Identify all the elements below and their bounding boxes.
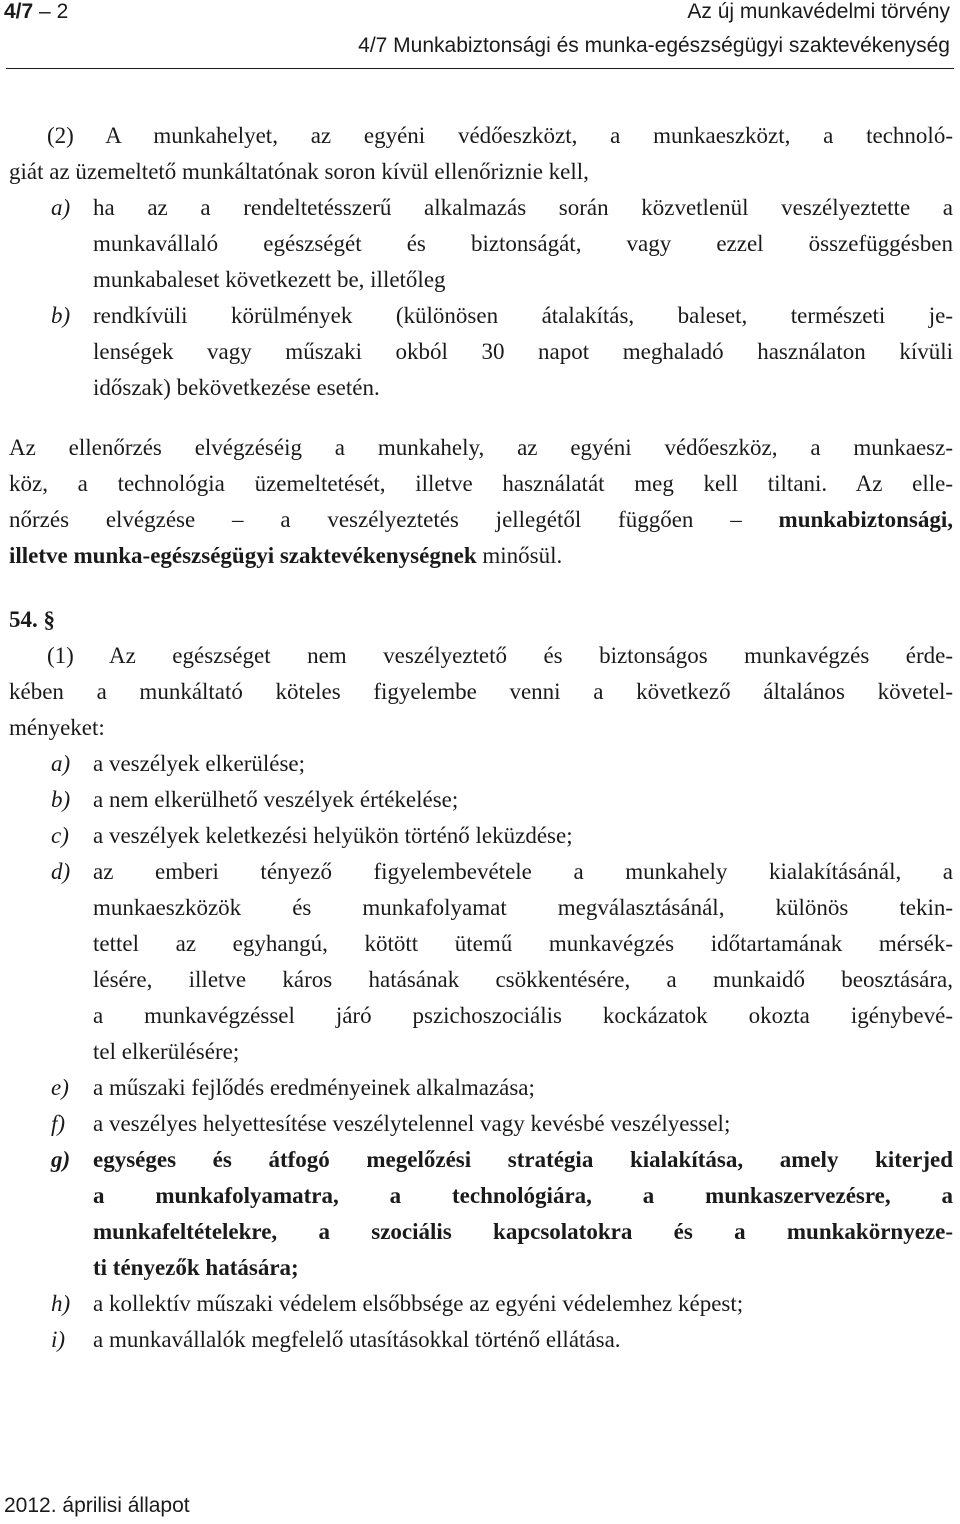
list-item [9, 298, 953, 334]
list-label: a) [51, 751, 71, 776]
list-text: a munkavállalók megfelelő utasításokkal történő ellátása. [93, 1327, 621, 1352]
list-text: lésére, illetve káros hatásának csökkentésére, a munkaidő beosztására, [93, 967, 953, 992]
list-label: b) [51, 303, 71, 328]
book-title: Az új munkavédelmi törvény [687, 0, 950, 23]
list-text: lenségek vagy műszaki okból 30 napot meghaladó használaton kívüli [93, 339, 953, 364]
list-text: időszak) bekövetkezése esetén. [93, 375, 380, 400]
list-text: a veszélyek elkerülése; [93, 751, 305, 776]
list-label: d) [51, 859, 71, 884]
list-text: a munkafolyamatra, a technológiára, a munkaszervezésre, a [93, 1183, 953, 1208]
spacer [9, 406, 953, 430]
spacer [9, 574, 953, 602]
list-item [9, 1322, 953, 1358]
list-label: h) [51, 1291, 71, 1316]
paragraph-line: giát az üzemeltető munkáltatónak soron kívül ellenőriznie kell, [9, 159, 589, 184]
list-text: egységes és átfogó megelőzési stratégia kialakítása, amely kiterjed [93, 1147, 953, 1172]
paragraph-line: ményeket: [9, 715, 105, 740]
paragraph-line: (1) Az egészséget nem veszélyeztető és biztonságos munkavégzés érde- [47, 643, 953, 668]
section-title: 4/7 Munkabiztonsági és munka-egészségügyi szaktevékenység [358, 34, 950, 57]
bold-term: illetve munka-egészségügyi szaktevékenységnek [9, 543, 477, 568]
list-text: a műszaki fejlődés eredményeinek alkalmazása; [93, 1075, 535, 1100]
list-item [9, 1286, 953, 1322]
list-text: a veszélyek keletkezési helyükön történő leküzdése; [93, 823, 573, 848]
list-text: munkafeltételekre, a szociális kapcsolatokra és a munkakörnyeze- [93, 1219, 953, 1244]
requirements-list [9, 746, 953, 1358]
document-body [9, 118, 953, 1358]
section-heading: 54. § [9, 607, 55, 632]
list-label: b) [51, 787, 71, 812]
paragraph-line: Az ellenőrzés elvégzéséig a munkahely, az egyéni védőeszköz, a munkaesz- [9, 435, 953, 460]
list-label: g) [51, 1147, 71, 1172]
list-text: a kollektív műszaki védelem elsőbbsége az egyéni védelemhez képest; [93, 1291, 744, 1316]
header-divider [6, 68, 954, 69]
list-item [9, 1106, 953, 1142]
list-item [9, 1070, 953, 1106]
paragraph-line: köz, a technológia üzemeltetését, illetve használatát meg kell tiltani. Az elle- [9, 471, 953, 496]
bold-term: munkabiztonsági, [778, 507, 954, 532]
page-number: 4/7 – 2 [4, 0, 69, 23]
list-text: ha az a rendeltetésszerű alkalmazás során közvetlenül veszélyeztette a [93, 195, 953, 220]
footer-status: 2012. áprilisi állapot [4, 1494, 190, 1517]
list-item [9, 1142, 953, 1178]
list-label: c) [51, 823, 69, 848]
list-text: rendkívüli körülmények (különösen átalakítás, baleset, természeti je- [93, 303, 953, 328]
paragraph-line: (2) A munkahelyet, az egyéni védőeszközt, a munkaeszközt, a technoló- [47, 123, 953, 148]
list-item [9, 746, 953, 782]
list-text: a veszélyes helyettesítése veszélytelennel vagy kevésbé veszélyessel; [93, 1111, 731, 1136]
list-text: tettel az egyhangú, kötött ütemű munkavégzés időtartamának mérsék- [93, 931, 953, 956]
list-label: a) [51, 195, 71, 220]
list-item [9, 782, 953, 818]
list-text: ti tényezők hatására; [93, 1255, 299, 1280]
list-text: munkabaleset következett be, illetőleg [93, 267, 446, 292]
list-text: az emberi tényező figyelembevétele a munkahely kialakításánál, a [93, 859, 953, 884]
paragraph-line: nőrzés elvégzése – a veszélyeztetés jellegétől függően – munkabiztonsági, [9, 507, 954, 532]
paragraph-line: kében a munkáltató köteles figyelembe venni a következő általános követel- [9, 679, 953, 704]
list-label: f) [51, 1111, 66, 1136]
list-label: i) [51, 1327, 66, 1352]
list-text: munkavállaló egészségét és biztonságát, vagy ezzel összefüggésben [93, 231, 953, 256]
list-label: e) [51, 1075, 69, 1100]
list-item [9, 818, 953, 854]
list-text: a nem elkerülhető veszélyek értékelése; [93, 787, 459, 812]
list-item [9, 854, 953, 890]
list-text: tel elkerülésére; [93, 1039, 240, 1064]
list-text: munkaeszközök és munkafolyamat megválasztásánál, különös tekin- [93, 895, 953, 920]
list-text: a munkavégzéssel járó pszichoszociális kockázatok okozta igénybevé- [93, 1003, 953, 1028]
list-item [9, 190, 953, 226]
paragraph-line: illetve munka-egészségügyi szaktevékenységnek minősül. [9, 543, 563, 568]
